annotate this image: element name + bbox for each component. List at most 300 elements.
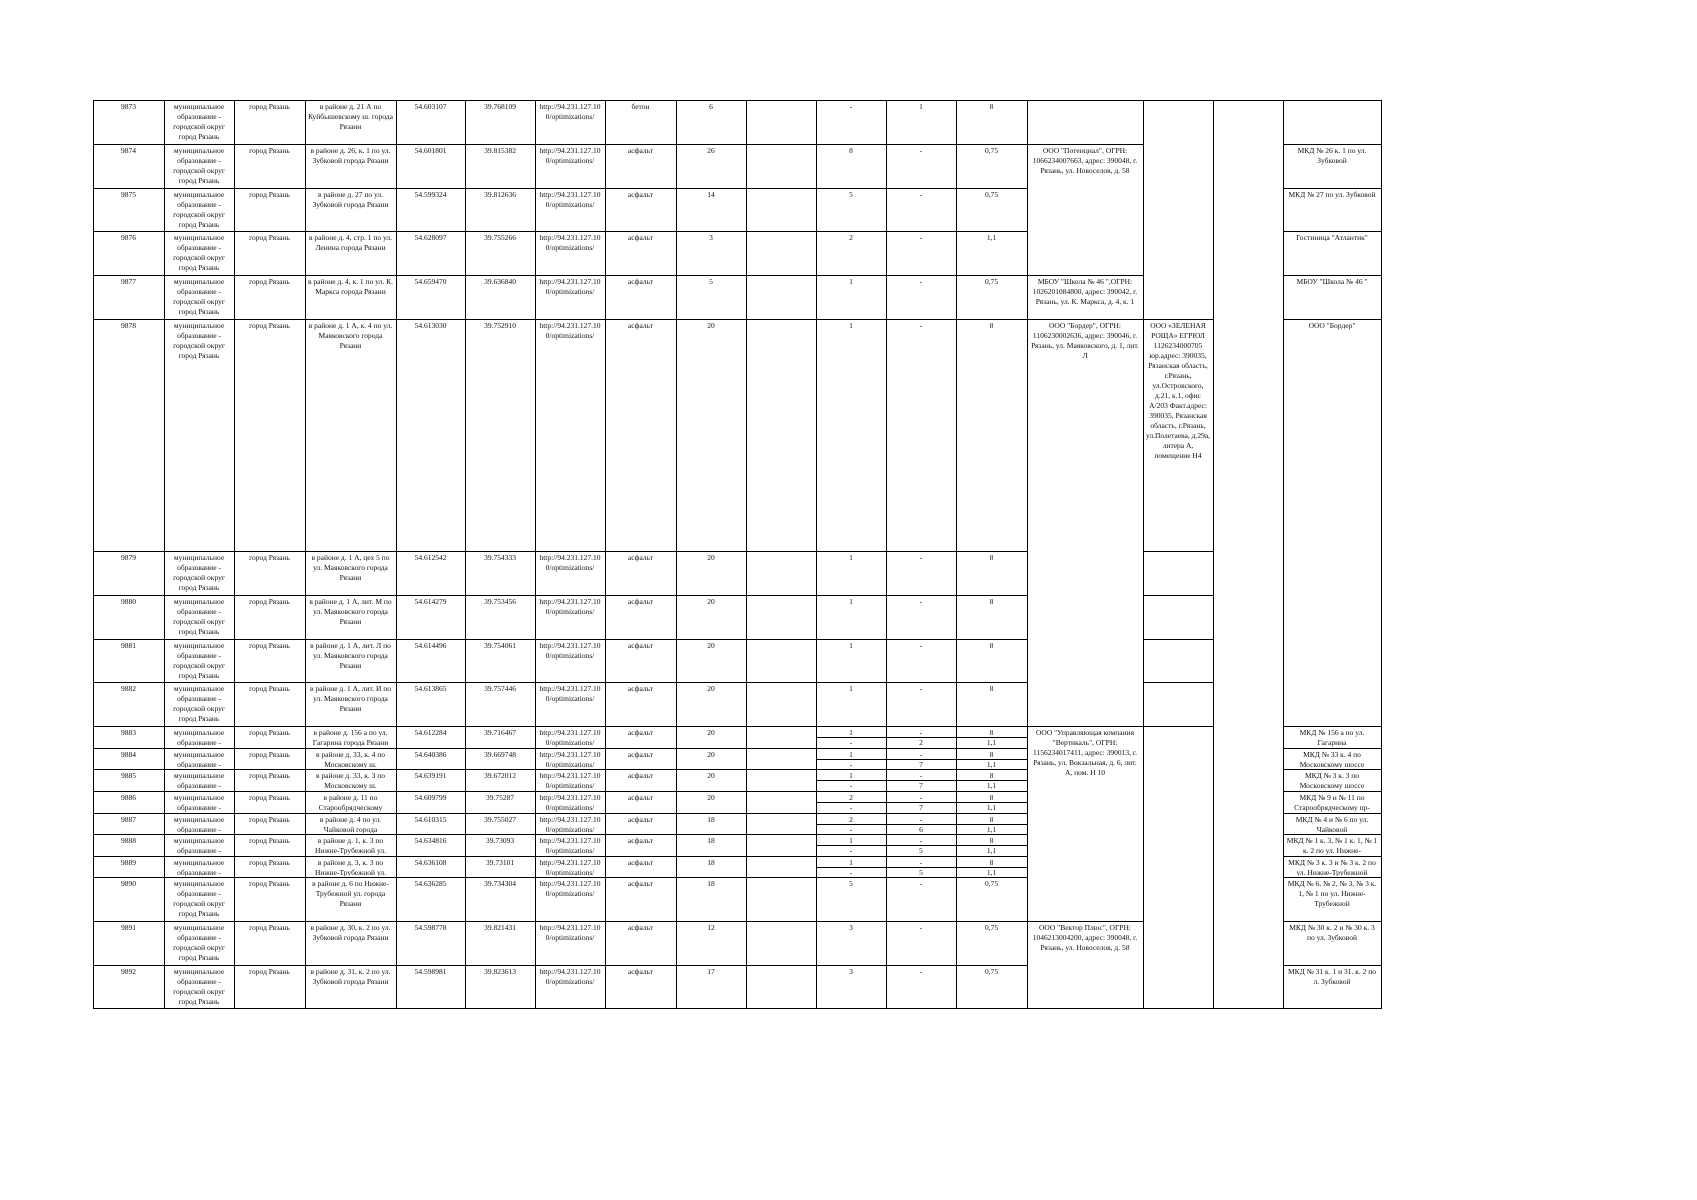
- row-divider: [1283, 877, 1382, 878]
- cell-count: -: [849, 868, 853, 877]
- row-divider: [1027, 726, 1144, 727]
- cell-url: http://94.231.127.10 0/optimizations/: [539, 879, 601, 898]
- cell-count: 3: [849, 967, 853, 976]
- cell-lat: 54.610315: [414, 815, 447, 824]
- cell-num: 9886: [121, 793, 136, 802]
- cell-num: 9891: [121, 923, 136, 932]
- cell-lat: 54.634816: [414, 836, 447, 845]
- cell-area: 20: [707, 597, 715, 606]
- cell-lat: 54.599324: [414, 190, 447, 199]
- column-divider: [1213, 100, 1214, 1008]
- row-divider: [1283, 748, 1382, 749]
- cell-mo: муниципальное образование -: [173, 728, 225, 747]
- cell-count: 2: [849, 793, 853, 802]
- cell-url: http://94.231.127.10 0/optimizations/: [539, 102, 601, 121]
- cell-area: 20: [707, 793, 715, 802]
- cell-addr: в районе д. 1 А, лит. Л по ул. Маяковского города Рязани: [310, 641, 391, 670]
- cell-num: 9887: [121, 815, 136, 824]
- cell-num: 9876: [121, 233, 136, 242]
- cell-volume: 1,1: [986, 738, 997, 747]
- cell-num: 9875: [121, 190, 136, 199]
- cell-served-objects: [1284, 102, 1380, 143]
- cell-mo: муниципальное образование - городской округ город Рязань: [173, 923, 225, 962]
- cell-area: 26: [707, 146, 715, 155]
- cell-city: город Рязань: [249, 967, 290, 976]
- cell-area: 18: [707, 815, 715, 824]
- cell-count-b: -: [919, 967, 923, 976]
- row-divider: [93, 188, 1028, 189]
- cell-lat: 54.601801: [414, 146, 447, 155]
- cell-surface: асфальт: [627, 967, 654, 976]
- cell-city: город Рязань: [249, 102, 290, 111]
- cell-count: 5: [849, 190, 853, 199]
- cell-addr: в районе д. 26, к. 1 по ул. Зубковой города Рязани: [310, 146, 391, 165]
- cell-served-objects: МКД № 3 к. 3 и № 3 к. 2 по ул. Нижне-Трубежной: [1288, 858, 1376, 876]
- cell-count: -: [849, 760, 853, 769]
- cell-url: http://94.231.127.10 0/optimizations/: [539, 728, 601, 747]
- cell-served-objects: [1284, 641, 1380, 681]
- cell-surface: асфальт: [627, 923, 654, 932]
- row-divider: [1283, 319, 1382, 320]
- cell-served-objects: МКД № 30 к. 2 и № 30 к. 3 по ул. Зубковой: [1289, 923, 1375, 942]
- column-divider: [1381, 100, 1382, 1008]
- cell-city: город Рязань: [249, 728, 290, 737]
- row-divider: [1143, 319, 1214, 320]
- cell-lat: 54.598981: [414, 967, 447, 976]
- cell-surface: асфальт: [627, 879, 654, 888]
- cell-surface: асфальт: [627, 233, 654, 242]
- cell-num: 9874: [121, 146, 136, 155]
- cell-count: 1: [849, 728, 853, 737]
- cell-mo: муниципальное образование - городской округ город Рязань: [173, 641, 225, 680]
- cell-area: 12: [707, 923, 715, 932]
- row-divider: [93, 921, 1028, 922]
- cell-volume: 1,1: [986, 825, 997, 834]
- cell-count-b: -: [919, 597, 923, 606]
- cell-owner: ООО "Вектор Плюс", ОГРН: 1046213004200, адрес: 390048, г. Рязань, ул. Новоселов, д. 58: [1032, 923, 1138, 952]
- cell-count: -: [849, 825, 853, 834]
- cell-served-objects: МКД № 9 и № 11 по Старообрядческому пр-: [1294, 793, 1370, 812]
- cell-owner: ООО "Бордер", ОГРН: 1106230002636, адрес: 390046, г. Рязань, ул. Маяковского, д. 1, лит. Л: [1031, 321, 1139, 360]
- row-divider: [93, 551, 1028, 552]
- cell-city: город Рязань: [249, 321, 290, 330]
- cell-served-objects: МКД № 4 и № 6 по ул. Чайковой: [1295, 815, 1369, 833]
- cell-count: 2: [849, 815, 853, 824]
- cell-city: город Рязань: [249, 923, 290, 932]
- cell-city: город Рязань: [249, 277, 290, 286]
- cell-mo: муниципальное образование - городской округ город Рязань: [173, 321, 225, 360]
- cell-url: http://94.231.127.10 0/optimizations/: [539, 233, 601, 252]
- cell-url: http://94.231.127.10 0/optimizations/: [539, 146, 601, 165]
- cell-volume: 1,1: [986, 846, 997, 855]
- cell-operator: ООО «ЗЕЛЕНАЯ РОЩА» ЕГРЮЛ 1126234000705 юр.адрес: 390035, Рязанская область, г.Рязань, ул.Островского, д.21, к.1, офис А/203 Факт.адрес: 390035, Рязанская область, г.Рязань, ул.Полетаева, д.29а, литера А, помещение Н4: [1145, 321, 1211, 460]
- cell-surface: асфальт: [627, 641, 654, 650]
- cell-volume: 8: [989, 102, 994, 111]
- cell-lon: 39.636840: [484, 277, 516, 286]
- cell-count: 1: [849, 277, 853, 286]
- cell-count-b: 7: [919, 781, 923, 790]
- cell-lon: 39.73101: [485, 858, 515, 867]
- cell-area: 20: [707, 750, 715, 759]
- row-divider: [1143, 1008, 1214, 1009]
- cell-mo: муниципальное образование - городской округ город Рязань: [173, 146, 225, 185]
- cell-addr: в районе д. 4, к. 1 по ул. К. Маркса города Рязани: [308, 277, 393, 296]
- cell-count: 1: [849, 684, 853, 693]
- cell-lat: 54.609799: [414, 793, 447, 802]
- cell-area: 18: [707, 879, 715, 888]
- cell-city: город Рязань: [249, 597, 290, 606]
- cell-addr: в районе д. 1 А, цех 5 по ул. Маяковского города Рязани: [311, 553, 390, 582]
- cell-lon: 39.755266: [484, 233, 516, 242]
- column-divider: [746, 100, 747, 1008]
- cell-addr: в районе д. 33, к. 3 по Московскому ш.: [315, 771, 386, 790]
- cell-surface: асфальт: [627, 277, 654, 286]
- cell-area: 5: [709, 277, 713, 286]
- cell-lat: 54.613865: [414, 684, 447, 693]
- cell-area: 20: [707, 321, 715, 330]
- row-divider: [93, 791, 1028, 792]
- cell-volume: 1,1: [986, 803, 997, 812]
- cell-count-b: 6: [919, 825, 923, 834]
- row-divider: [1027, 319, 1144, 320]
- cell-area: 20: [707, 553, 715, 562]
- cell-count: 2: [849, 233, 853, 242]
- cell-mo: муниципальное образование -: [173, 793, 225, 812]
- cell-surface: асфальт: [627, 750, 654, 759]
- cell-mo: муниципальное образование - городской округ город Рязань: [173, 684, 225, 723]
- cell-mo: муниципальное образование - городской округ город Рязань: [173, 102, 225, 141]
- row-divider: [1283, 769, 1382, 770]
- row-divider: [93, 144, 1028, 145]
- cell-lat: 54.614496: [414, 641, 447, 650]
- cell-volume: 8: [989, 815, 994, 824]
- cell-volume: 0,75: [984, 879, 999, 888]
- cell-lon: 39.75287: [485, 793, 515, 802]
- cell-lat: 54.614279: [414, 597, 447, 606]
- row-divider: [1283, 144, 1382, 145]
- cell-addr: в районе д. 31, к. 2 по ул. Зубковой города Рязани: [310, 967, 391, 986]
- cell-lon: 39.755027: [484, 815, 516, 824]
- cell-city: город Рязань: [249, 553, 290, 562]
- cell-count-b: 7: [919, 803, 923, 812]
- cell-lat: 54.636285: [414, 879, 447, 888]
- cell-num: 9873: [121, 102, 136, 111]
- row-divider: [93, 100, 1028, 101]
- cell-lon: 39.821431: [484, 923, 516, 932]
- row-divider: [1283, 921, 1382, 922]
- cell-volume: 1,1: [986, 233, 997, 242]
- cell-served-objects: МКД № 1 к. 3, № 1 к. 1, № 1 к. 2 по ул. Нижне-: [1286, 836, 1378, 855]
- cell-mo: муниципальное образование - городской округ город Рязань: [173, 190, 225, 229]
- cell-url: http://94.231.127.10 0/optimizations/: [539, 684, 601, 703]
- cell-volume: 8: [989, 750, 994, 759]
- cell-lon: 39.768109: [484, 102, 516, 111]
- cell-mo: муниципальное образование - городской округ город Рязань: [173, 967, 225, 1006]
- cell-area: 18: [707, 836, 715, 845]
- cell-addr: в районе д. 4 по ул. Чайковой города: [319, 815, 382, 833]
- cell-url: http://94.231.127.10 0/optimizations/: [539, 771, 601, 790]
- cell-num: 9888: [121, 836, 136, 845]
- cell-served-objects: МКД № 31 к. 1 и 31. к. 2 по л. Зубковой: [1287, 967, 1376, 986]
- column-divider: [1143, 100, 1144, 1008]
- cell-area: 20: [707, 728, 715, 737]
- row-divider: [1213, 1008, 1284, 1009]
- cell-num: 9882: [121, 684, 136, 693]
- cell-city: город Рязань: [249, 190, 290, 199]
- cell-count-b: 7: [919, 760, 923, 769]
- cell-served-objects: ООО "Бордер": [1308, 321, 1356, 330]
- cell-lon: 39.669748: [484, 750, 516, 759]
- cell-count-b: 5: [919, 868, 923, 877]
- cell-volume: 0,75: [984, 967, 999, 976]
- cell-served-objects: [1284, 553, 1380, 594]
- cell-lon: 39.753456: [484, 597, 516, 606]
- cell-lat: 54.639191: [414, 771, 447, 780]
- column-divider: [1027, 100, 1028, 1008]
- cell-count-b: -: [919, 684, 923, 693]
- cell-count: 1: [849, 771, 853, 780]
- cell-mo: муниципальное образование -: [173, 771, 225, 790]
- cell-addr: в районе д. 1, к. 3 по Нижне-Трубежной ул.: [315, 836, 386, 855]
- cell-addr: в районе д. 6 по Нижне-Трубежной ул. города Рязани: [312, 879, 389, 908]
- row-divider: [1143, 639, 1214, 640]
- cell-mo: муниципальное образование -: [173, 815, 225, 833]
- cell-count: 1: [849, 858, 853, 867]
- cell-city: город Рязань: [249, 233, 290, 242]
- row-divider: [1027, 144, 1144, 145]
- cell-lat: 54.640386: [414, 750, 447, 759]
- cell-volume: 8: [989, 641, 994, 650]
- cell-mo: муниципальное образование - городской округ город Рязань: [173, 233, 225, 272]
- row-divider: [1213, 100, 1284, 101]
- cell-served-objects: МКД № 6, № 2, № 3, № 3 к. 1, № 1 по ул. Нижне-Трубежной: [1287, 879, 1377, 908]
- row-divider: [1027, 1008, 1144, 1009]
- row-divider: [1283, 965, 1382, 966]
- cell-mo: муниципальное образование - городской округ город Рязань: [173, 879, 225, 918]
- cell-count-b: -: [919, 190, 923, 199]
- cell-count: -: [849, 102, 853, 111]
- row-divider: [1283, 726, 1382, 727]
- cell-city: город Рязань: [249, 815, 290, 824]
- cell-mo: муниципальное образование - городской округ город Рязань: [173, 553, 225, 592]
- cell-city: город Рязань: [249, 771, 290, 780]
- cell-addr: в районе д. 30, к. 2 по ул. Зубковой города Рязани: [310, 923, 391, 942]
- cell-count: -: [849, 781, 853, 790]
- cell-num: 9878: [121, 321, 136, 330]
- cell-count-b: -: [919, 146, 923, 155]
- cell-count: 1: [849, 321, 853, 330]
- cell-lon: 39.754333: [484, 553, 516, 562]
- cell-surface: асфальт: [627, 553, 654, 562]
- row-divider: [93, 965, 1028, 966]
- cell-area: 20: [707, 684, 715, 693]
- cell-served-objects: МКД № 3 к. 3 по Московскому шоссе: [1299, 771, 1365, 790]
- cell-count-b: -: [919, 836, 923, 845]
- cell-url: http://94.231.127.10 0/optimizations/: [539, 967, 601, 986]
- cell-num: 9890: [121, 879, 136, 888]
- cell-num: 9881: [121, 641, 136, 650]
- cell-count-b: -: [919, 858, 923, 867]
- cell-lat: 54.659470: [414, 277, 447, 286]
- cell-surface: асфальт: [627, 858, 654, 867]
- cell-count-b: -: [919, 879, 923, 888]
- cell-city: город Рязань: [249, 858, 290, 867]
- row-divider: [93, 595, 1028, 596]
- cell-count: 3: [849, 923, 853, 932]
- cell-count-b: -: [919, 923, 923, 932]
- cell-count-b: -: [919, 277, 923, 286]
- row-divider: [1283, 1008, 1382, 1009]
- cell-url: http://94.231.127.10 0/optimizations/: [539, 836, 601, 855]
- cell-addr: в районе д. 1 А, лит. И по ул. Маяковского города Рязани: [309, 684, 392, 713]
- cell-lat: 54.598778: [414, 923, 447, 932]
- cell-addr: в районе д. 11 по Старообрядческому: [318, 793, 383, 812]
- row-divider: [93, 856, 1028, 857]
- cell-lon: 39.734304: [484, 879, 516, 888]
- cell-volume: 8: [989, 771, 994, 780]
- cell-count-b: -: [919, 728, 923, 737]
- cell-area: 17: [707, 967, 715, 976]
- cell-area: 14: [707, 190, 715, 199]
- row-divider: [1283, 275, 1382, 276]
- cell-city: город Рязань: [249, 684, 290, 693]
- row-divider: [1283, 856, 1382, 857]
- cell-volume: 8: [989, 597, 994, 606]
- cell-num: 9885: [121, 771, 136, 780]
- row-divider: [1143, 726, 1214, 727]
- row-divider: [1283, 231, 1382, 232]
- cell-mo: муниципальное образование - городской округ город Рязань: [173, 277, 225, 316]
- cell-count-b: 2: [919, 738, 923, 747]
- cell-surface: асфальт: [627, 836, 654, 845]
- cell-url: http://94.231.127.10 0/optimizations/: [539, 641, 601, 660]
- cell-num: 9883: [121, 728, 136, 737]
- cell-lon: 39.815382: [484, 146, 516, 155]
- row-divider: [1027, 275, 1144, 276]
- cell-url: http://94.231.127.10 0/optimizations/: [539, 553, 601, 572]
- cell-volume: 0,75: [984, 146, 999, 155]
- cell-surface: асфальт: [627, 793, 654, 802]
- cell-surface: бетон: [631, 102, 650, 111]
- cell-served-objects: [1284, 597, 1380, 638]
- cell-num: 9889: [121, 858, 136, 867]
- cell-lon: 39.73093: [485, 836, 515, 845]
- cell-lon: 39.716467: [484, 728, 516, 737]
- cell-city: город Рязань: [249, 146, 290, 155]
- cell-surface: асфальт: [627, 146, 654, 155]
- cell-addr: в районе д. 3, к. 3 по Нижне-Трубежной ул.: [315, 858, 386, 876]
- cell-lat: 54.612284: [414, 728, 447, 737]
- cell-area: 3: [709, 233, 713, 242]
- cell-mo: муниципальное образование -: [173, 750, 225, 768]
- cell-city: город Рязань: [249, 750, 290, 759]
- cell-lon: 39.754061: [484, 641, 516, 650]
- cell-url: http://94.231.127.10 0/optimizations/: [539, 321, 601, 340]
- cell-served-objects: МКД № 33 к. 4 по Московскому шоссе: [1299, 750, 1365, 768]
- cell-volume: 1,1: [986, 760, 997, 769]
- row-divider: [1027, 921, 1144, 922]
- cell-addr: в районе д. 27 по ул. Зубковой города Рязани: [312, 190, 389, 209]
- row-divider: [1027, 100, 1144, 101]
- cell-volume: 8: [989, 684, 994, 693]
- cell-surface: асфальт: [627, 321, 654, 330]
- cell-volume: 1,1: [986, 781, 997, 790]
- cell-addr: в районе д. 33, к. 4 по Московскому ш.: [315, 750, 386, 768]
- cell-count-b: -: [919, 233, 923, 242]
- cell-addr: в районе д. 1 А, к. 4 по ул. Маяковского города Рязани: [308, 321, 393, 350]
- cell-count-b: -: [919, 793, 923, 802]
- cell-served-objects: МБОУ "Школа № 46 ": [1296, 277, 1368, 286]
- cell-surface: асфальт: [627, 190, 654, 199]
- cell-surface: асфальт: [627, 684, 654, 693]
- cell-count-b: -: [919, 750, 923, 759]
- row-divider: [93, 726, 1028, 727]
- cell-served-objects: Гостиница "Атлантик": [1296, 233, 1368, 242]
- row-divider: [1283, 813, 1382, 814]
- cell-url: http://94.231.127.10 0/optimizations/: [539, 597, 601, 616]
- cell-volume: 0,75: [984, 190, 999, 199]
- cell-surface: асфальт: [627, 771, 654, 780]
- cell-area: 20: [707, 641, 715, 650]
- cell-area: 20: [707, 771, 715, 780]
- cell-mo: муниципальное образование - городской округ город Рязань: [173, 597, 225, 636]
- cell-surface: асфальт: [627, 815, 654, 824]
- cell-count: 1: [849, 750, 853, 759]
- cell-addr: в районе д. 4, стр. 1 по ул. Ленина города Рязани: [308, 233, 393, 252]
- cell-count-b: 5: [919, 846, 923, 855]
- cell-count: 1: [849, 553, 853, 562]
- cell-served-objects: МКД № 26 к. 1 по ул. Зубковой: [1297, 146, 1367, 165]
- cell-count: 1: [849, 836, 853, 845]
- cell-volume: 8: [989, 321, 994, 330]
- cell-owner: ООО "Потенциал", ОГРН: 1066234007663, адрес: 390048, г. Рязань, ул. Новоселов, д. 58: [1032, 146, 1138, 175]
- row-divider: [93, 748, 1028, 749]
- cell-served-objects: МКД № 27 по ул. Зубковой: [1288, 190, 1376, 199]
- cell-city: город Рязань: [249, 879, 290, 888]
- cell-volume: 8: [989, 836, 994, 845]
- cell-url: http://94.231.127.10 0/optimizations/: [539, 858, 601, 876]
- cell-url: http://94.231.127.10 0/optimizations/: [539, 923, 601, 942]
- cell-mo: муниципальное образование -: [173, 858, 225, 876]
- cell-count: 1: [849, 597, 853, 606]
- cell-volume: 8: [989, 793, 994, 802]
- cell-owner: МБОУ "Школа № 46 ",ОГРН: 1026201084800, адрес: 390042, г. Рязань, ул. К. Маркса, д. 4, к. 1: [1032, 277, 1138, 306]
- cell-count: 8: [849, 146, 853, 155]
- cell-city: город Рязань: [249, 641, 290, 650]
- cell-lon: 39.812636: [484, 190, 516, 199]
- cell-num: 9884: [121, 750, 136, 759]
- cell-url: http://94.231.127.10 0/optimizations/: [539, 277, 601, 296]
- cell-surface: асфальт: [627, 728, 654, 737]
- row-divider: [1283, 834, 1382, 835]
- cell-addr: в районе д. 21 А по Куйбышевскому ш. города Рязани: [308, 102, 393, 131]
- cell-lat: 54.628097: [414, 233, 447, 242]
- cell-lon: 39.757446: [484, 684, 516, 693]
- row-divider: [1283, 188, 1382, 189]
- cell-count-b: -: [919, 815, 923, 824]
- cell-lat: 54.612542: [414, 553, 447, 562]
- cell-count-b: -: [919, 771, 923, 780]
- row-divider: [1143, 682, 1214, 683]
- cell-count: -: [849, 738, 853, 747]
- row-divider: [93, 231, 1028, 232]
- row-divider: [93, 319, 1028, 320]
- row-divider: [1143, 595, 1214, 596]
- cell-city: город Рязань: [249, 836, 290, 845]
- cell-owner: ООО "Управляющая компания "Вертикаль", ОГРН: 1156234017411, адрес: 390013, г. Рязань, ул. Вокзальная, д. 6, лит. А, пом. Н 10: [1033, 728, 1137, 777]
- cell-served-objects: [1284, 684, 1380, 725]
- cell-area: 18: [707, 858, 715, 867]
